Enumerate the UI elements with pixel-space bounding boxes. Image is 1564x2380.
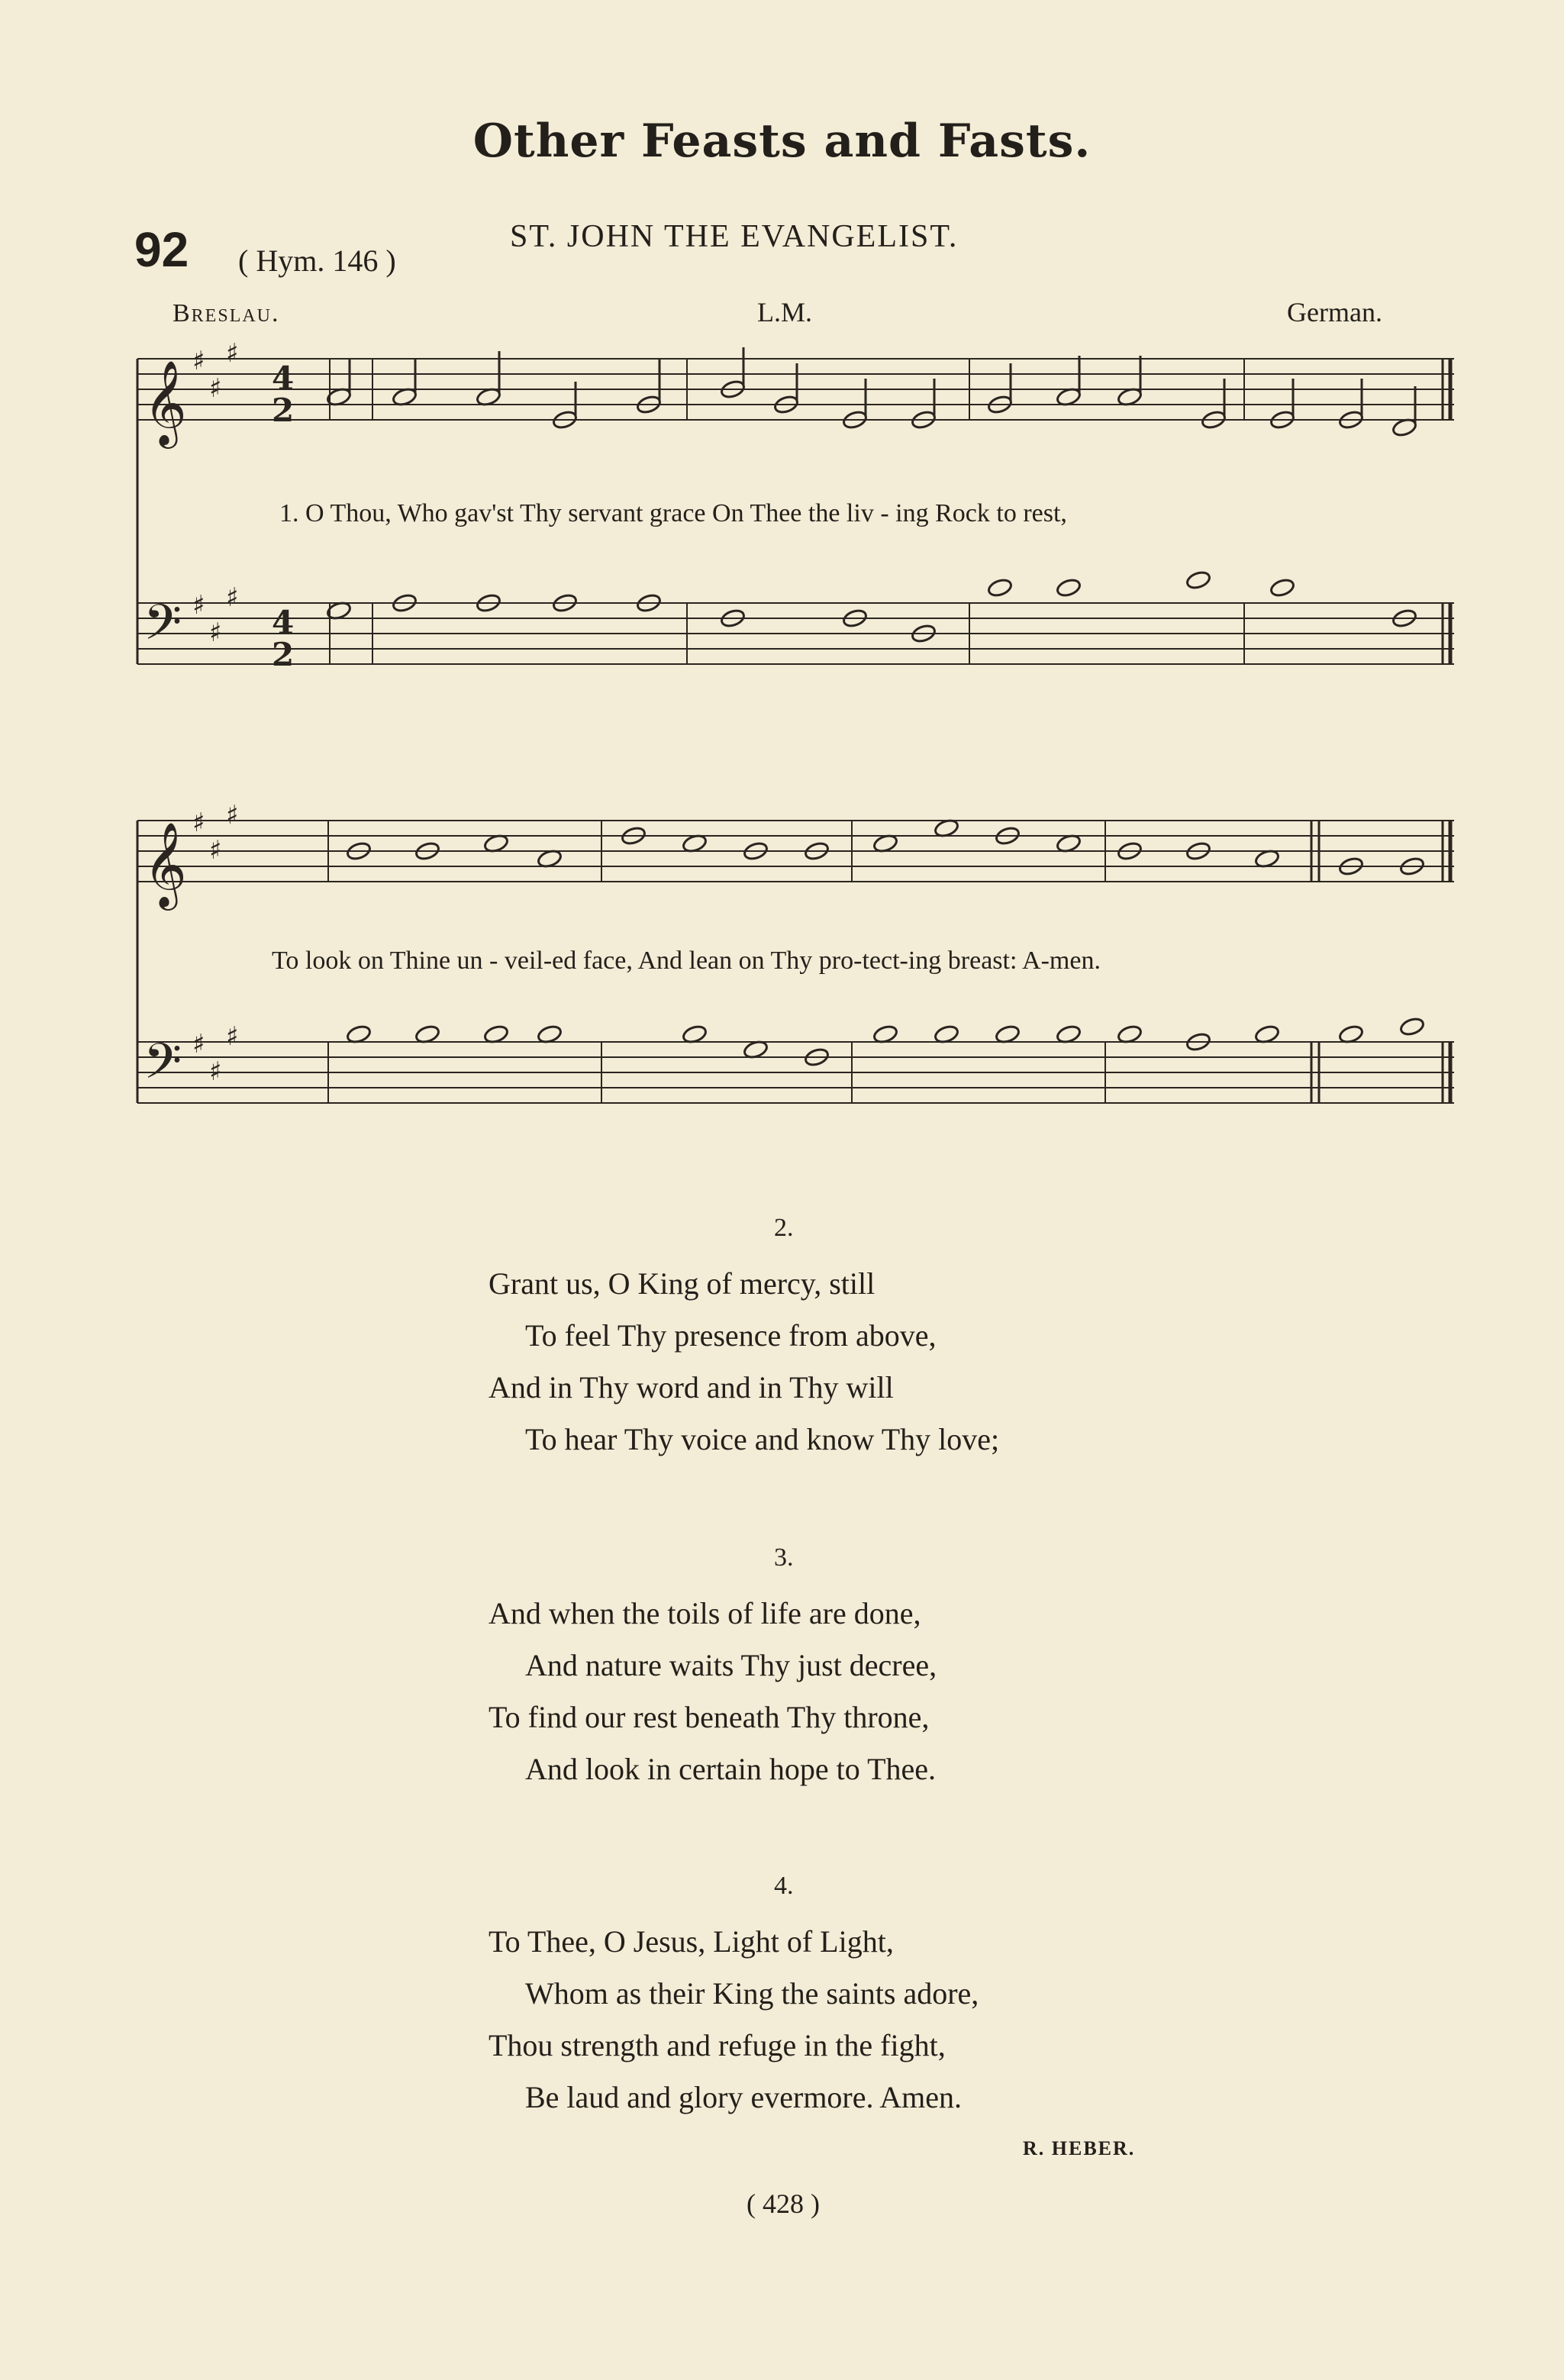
system-2-treble-staff	[137, 821, 1454, 882]
verse-3-line-2: And nature waits Thy just decree,	[525, 1648, 937, 1682]
tune-source: German.	[1287, 297, 1382, 327]
svg-text:♯: ♯	[209, 373, 222, 404]
svg-text:♯: ♯	[192, 1029, 205, 1059]
svg-text:4: 4	[272, 360, 295, 397]
svg-text:♯: ♯	[209, 835, 222, 866]
treble-clef-icon-2: 𝄞	[144, 821, 187, 907]
treble-clef-icon: 𝄞	[144, 360, 187, 445]
svg-text:2: 2	[272, 392, 295, 429]
svg-text:2: 2	[272, 636, 295, 673]
bass-clef-icon: 𝄢	[144, 595, 182, 663]
verse-4-number: 4.	[774, 1872, 794, 1900]
svg-text:4: 4	[272, 604, 295, 641]
verse-4-line-1: To Thee, O Jesus, Light of Light,	[489, 1924, 894, 1959]
system-2-bass-staff	[137, 1042, 1454, 1103]
hymn-title: ST. JOHN THE EVANGELIST.	[510, 219, 959, 254]
tune-name: Breslau.	[173, 299, 280, 327]
verse-2-line-1: Grant us, O King of mercy, still	[489, 1266, 876, 1301]
verse-2-line-4: To hear Thy voice and know Thy love;	[525, 1422, 1000, 1456]
svg-text:♯: ♯	[226, 800, 239, 830]
svg-text:♯: ♯	[226, 1021, 239, 1052]
verse-2-line-2: To feel Thy presence from above,	[525, 1318, 937, 1353]
hymn-number: 92	[134, 222, 189, 277]
verse-4-line-3: Thou strength and refuge in the fight,	[489, 2028, 946, 2062]
svg-text:♯: ♯	[192, 808, 205, 838]
svg-text:♯: ♯	[192, 346, 205, 376]
svg-text:♯: ♯	[209, 1056, 222, 1087]
system-1-bass-staff	[137, 603, 1454, 664]
meter: L.M.	[757, 297, 812, 327]
lyrics-line-1: 1. O Thou, Who gav'st Thy servant grace On Thee the liv - ing Rock to rest,	[279, 499, 1067, 527]
verse-3-line-3: To find our rest beneath Thy throne,	[489, 1700, 930, 1734]
svg-text:♯: ♯	[192, 590, 205, 621]
key-signature-sharps	[192, 338, 238, 1087]
svg-text:♯: ♯	[226, 338, 239, 369]
author: R. HEBER.	[1023, 2137, 1136, 2159]
svg-text:♯: ♯	[209, 618, 222, 648]
verse-4-line-4: Be laud and glory evermore. Amen.	[525, 2080, 963, 2114]
verse-3-line-1: And when the toils of life are done,	[489, 1596, 921, 1630]
verse-4-line-2: Whom as their King the saints adore,	[525, 1976, 979, 2011]
verse-2-number: 2.	[774, 1214, 794, 1242]
svg-text:♯: ♯	[226, 582, 239, 613]
lyrics-line-2: To look on Thine un - veil-ed face, And lean on Thy pro-tect-ing breast: A-men.	[272, 947, 1101, 975]
page-number: ( 428 )	[747, 2188, 820, 2219]
hymn-reference: ( Hym. 146 )	[238, 243, 396, 278]
verse-3-line-4: And look in certain hope to Thee.	[525, 1752, 937, 1786]
bass-clef-icon-2: 𝄢	[144, 1034, 182, 1102]
verse-2-line-3: And in Thy word and in Thy will	[489, 1370, 894, 1404]
verse-3-number: 3.	[774, 1543, 794, 1572]
section-title: Other Feasts and Fasts.	[472, 114, 1092, 168]
